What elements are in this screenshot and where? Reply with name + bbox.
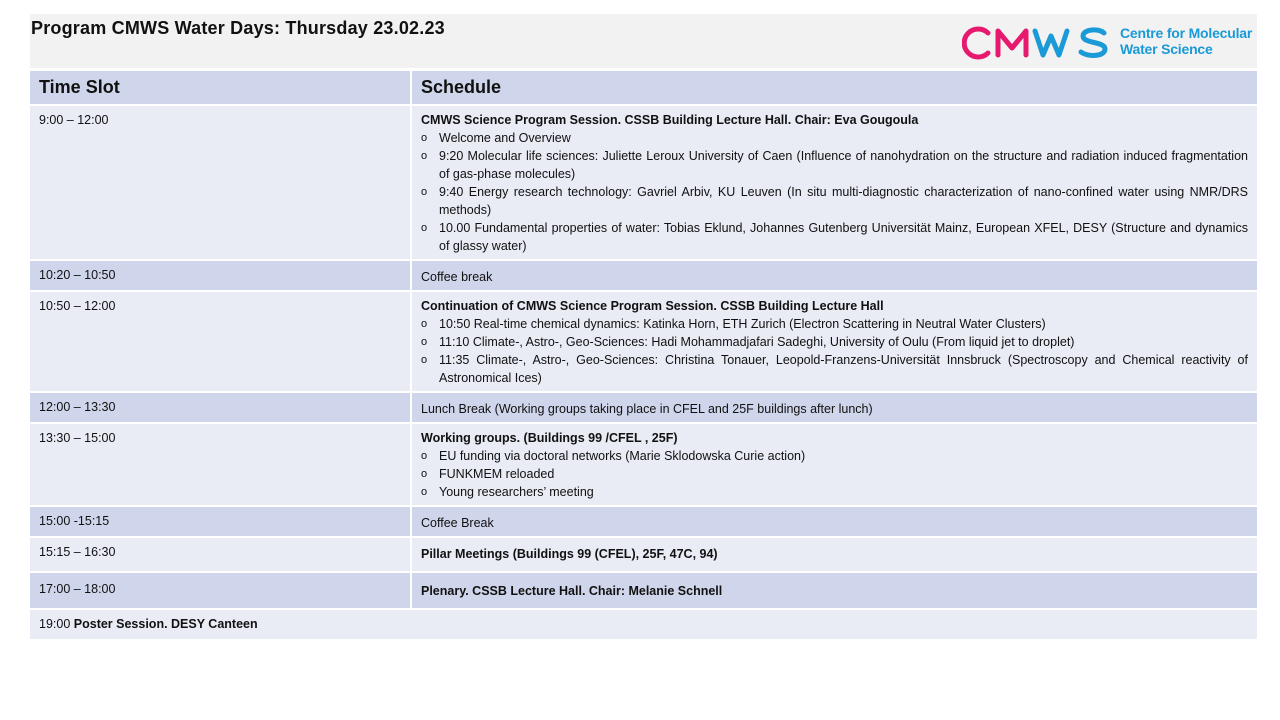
- bullet-icon: o: [421, 132, 428, 144]
- bullet-icon: o: [421, 186, 428, 198]
- list-item: [421, 129, 1248, 147]
- schedule-cell: [411, 105, 1258, 260]
- schedule-cell: Lunch Break (Working groups taking place in CFEL and 25F buildings after lunch): [411, 392, 1258, 423]
- schedule-cell: Pillar Meetings (Buildings 99 (CFEL), 25F, 47C, 94): [411, 537, 1258, 572]
- time-slot: 12:00 – 13:30: [30, 392, 411, 423]
- logo-line-2: Water Science: [1120, 41, 1213, 57]
- list-item: [421, 183, 1248, 219]
- item-text: EU funding via doctoral networks (Marie Sklodowska Curie action): [439, 449, 806, 463]
- bullet-icon: o: [421, 486, 428, 498]
- time-slot: 10:20 – 10:50: [30, 260, 411, 291]
- time-slot: 10:50 – 12:00: [30, 291, 411, 392]
- final-time: 19:00: [39, 617, 71, 631]
- schedule-cell: Coffee Break: [411, 506, 1258, 537]
- table-row: [30, 572, 1258, 609]
- header-schedule: Schedule: [411, 71, 1258, 105]
- session-title: Continuation of CMWS Science Program Session. CSSB Building Lecture Hall: [421, 299, 884, 313]
- item-text: FUNKMEM reloaded: [439, 467, 555, 481]
- session-title: Working groups. (Buildings 99 /CFEL , 25F): [421, 431, 678, 445]
- item-text: 10.00 Fundamental properties of water: Tobias Eklund, Johannes Gutenberg Universität Mainz, European XFEL, DESY (Structure and dynamics of glassy water): [439, 221, 1248, 253]
- list-item: [421, 147, 1248, 183]
- list-item: [421, 483, 1248, 501]
- list-item: [421, 351, 1248, 387]
- bullet-icon: o: [421, 150, 428, 162]
- page-title: Program CMWS Water Days: Thursday 23.02.23: [31, 18, 445, 38]
- bullet-icon: o: [421, 450, 428, 462]
- table-row: [30, 260, 1258, 291]
- item-text: 11:35 Climate-, Astro-, Geo-Sciences: Christina Tonauer, Leopold-Franzens-Universität Innsbruck (Spectroscopy and Chemical reactivity of Astronomical Ices): [439, 353, 1248, 385]
- time-slot: 17:00 – 18:00: [30, 572, 411, 609]
- list-item: [421, 465, 1248, 483]
- final-cell: [30, 609, 1258, 640]
- list-item: [421, 447, 1248, 465]
- bullet-icon: o: [421, 318, 428, 330]
- table-row: [30, 291, 1258, 392]
- bullet-icon: o: [421, 336, 428, 348]
- bullet-icon: o: [421, 354, 428, 366]
- final-text: Poster Session. DESY Canteen: [73, 617, 258, 631]
- cmws-logo-mark: [962, 24, 1112, 60]
- time-slot: 15:00 -15:15: [30, 506, 411, 537]
- item-text: Young researchers’ meeting: [439, 485, 594, 499]
- list-item: [421, 219, 1248, 255]
- header-time-slot: Time Slot: [30, 71, 411, 105]
- time-slot: 9:00 – 12:00: [30, 105, 411, 260]
- session-title: CMWS Science Program Session. CSSB Building Lecture Hall. Chair: Eva Gougoula: [421, 113, 919, 127]
- table-row: [30, 506, 1258, 537]
- item-text: Welcome and Overview: [439, 131, 571, 145]
- table-row: [30, 423, 1258, 506]
- item-text: 9:40 Energy research technology: Gavriel Arbiv, KU Leuven (In situ multi-diagnostic characterization of nano-confined water using NMR/DRS methods): [439, 185, 1248, 217]
- list-item: [421, 333, 1248, 351]
- logo-line-1: Centre for Molecular: [1120, 25, 1253, 41]
- bullet-icon: o: [421, 222, 428, 234]
- item-text: 10:50 Real-time chemical dynamics: Katinka Horn, ETH Zurich (Electron Scattering in Neutral Water Clusters): [439, 317, 1046, 331]
- time-slot: 15:15 – 16:30: [30, 537, 411, 572]
- list-item: [421, 315, 1248, 333]
- table-row: [30, 537, 1258, 572]
- schedule-table: [30, 71, 1259, 641]
- item-text: 11:10 Climate-, Astro-, Geo-Sciences: Hadi Mohammadjafari Sadeghi, University of Oulu (From liquid jet to droplet): [439, 335, 1075, 349]
- item-text: 9:20 Molecular life sciences: Juliette Leroux University of Caen (Influence of nanohydration on the structure and radiation induced fragmentation of gas-phase molecules): [439, 149, 1248, 181]
- time-slot: 13:30 – 15:00: [30, 423, 411, 506]
- schedule-cell: [411, 291, 1258, 392]
- table-row: [30, 105, 1258, 260]
- bullet-icon: o: [421, 468, 428, 480]
- schedule-cell: [411, 423, 1258, 506]
- schedule-cell: Coffee break: [411, 260, 1258, 291]
- logo-text: [1120, 25, 1252, 57]
- table-row: [30, 609, 1258, 640]
- table-row: [30, 392, 1258, 423]
- schedule-cell: Plenary. CSSB Lecture Hall. Chair: Melanie Schnell: [411, 572, 1258, 609]
